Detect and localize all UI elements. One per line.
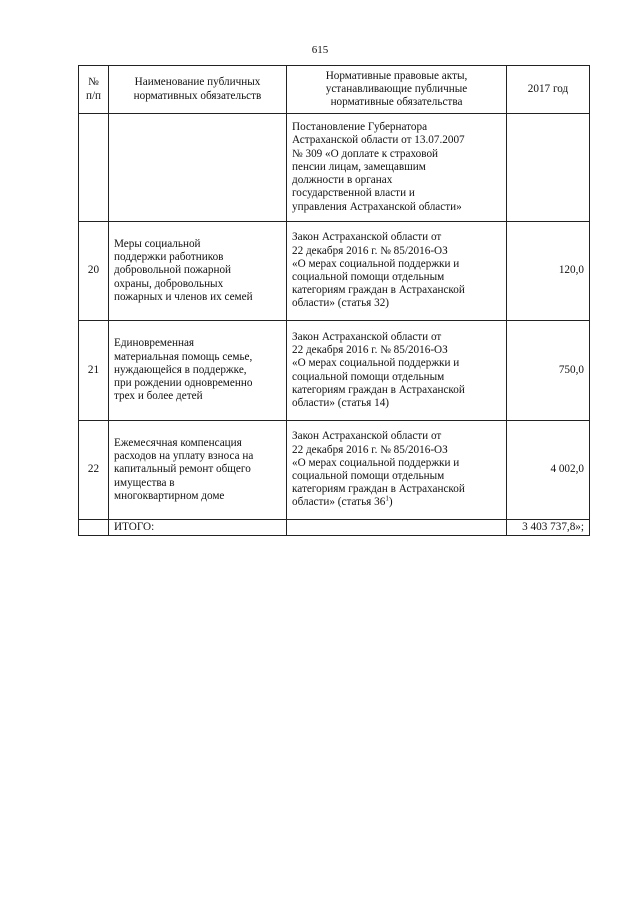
header-name: Наименование публичных нормативных обязательств <box>109 66 287 114</box>
total-value: 3 403 737,8»; <box>507 520 590 536</box>
table-row <box>79 321 590 421</box>
row-name: Единовременная материальная помощь семье, нуждающейся в поддержке, при рождении одновременно трех и более детей <box>109 321 287 421</box>
header-acts: Нормативные правовые акты, устанавливающие публичные нормативные обязательства <box>287 66 507 114</box>
table-row <box>79 222 590 321</box>
row-num: 20 <box>79 222 109 321</box>
row-num <box>79 114 109 222</box>
row-name: Меры социальной поддержки работников добровольной пожарной охраны, добровольных пожарных и членов их семей <box>109 222 287 321</box>
table-row <box>79 114 590 222</box>
page-number: 615 <box>311 44 329 56</box>
row-acts: Закон Астраханской области от 22 декабря 2016 г. № 85/2016-ОЗ «О мерах социальной поддержки и социальной помощи отдельным категориям граждан в Астраханской области» (статья 14) <box>287 321 507 421</box>
row-name <box>109 114 287 222</box>
row-acts-end: ) <box>388 496 393 509</box>
row-year: 120,0 <box>507 222 590 321</box>
obligations-table <box>78 65 590 536</box>
header-num: № п/п <box>79 66 109 114</box>
row-acts: Постановление Губернатора Астраханской области от 13.07.2007 № 309 «О доплате к страховой пенсии лицам, замещавшим должности в органах государственной власти и управления Астраханской области» <box>287 114 507 222</box>
total-label: ИТОГО: <box>109 520 287 536</box>
row-num: 21 <box>79 321 109 421</box>
row-year <box>507 114 590 222</box>
total-num-cell <box>79 520 109 536</box>
row-acts <box>287 421 507 520</box>
total-row <box>79 520 590 536</box>
total-acts-cell <box>287 520 507 536</box>
table-row <box>79 421 590 520</box>
table-header-row <box>79 66 590 114</box>
row-name: Ежемесячная компенсация расходов на уплату взноса на капитальный ремонт общего имущества в многоквартирном доме <box>109 421 287 520</box>
row-year: 750,0 <box>507 321 590 421</box>
article-superscript: 1 <box>385 494 389 503</box>
row-year: 4 002,0 <box>507 421 590 520</box>
row-acts: Закон Астраханской области от 22 декабря 2016 г. № 85/2016-ОЗ «О мерах социальной поддержки и социальной помощи отдельным категориям граждан в Астраханской области» (статья 32) <box>287 222 507 321</box>
row-num: 22 <box>79 421 109 520</box>
row-acts-text: Закон Астраханской области от 22 декабря 2016 г. № 85/2016-ОЗ «О мерах социальной поддержки и социальной помощи отдельным категориям граждан в Астраханской области» (статья 36 <box>292 430 465 509</box>
header-year: 2017 год <box>507 66 590 114</box>
